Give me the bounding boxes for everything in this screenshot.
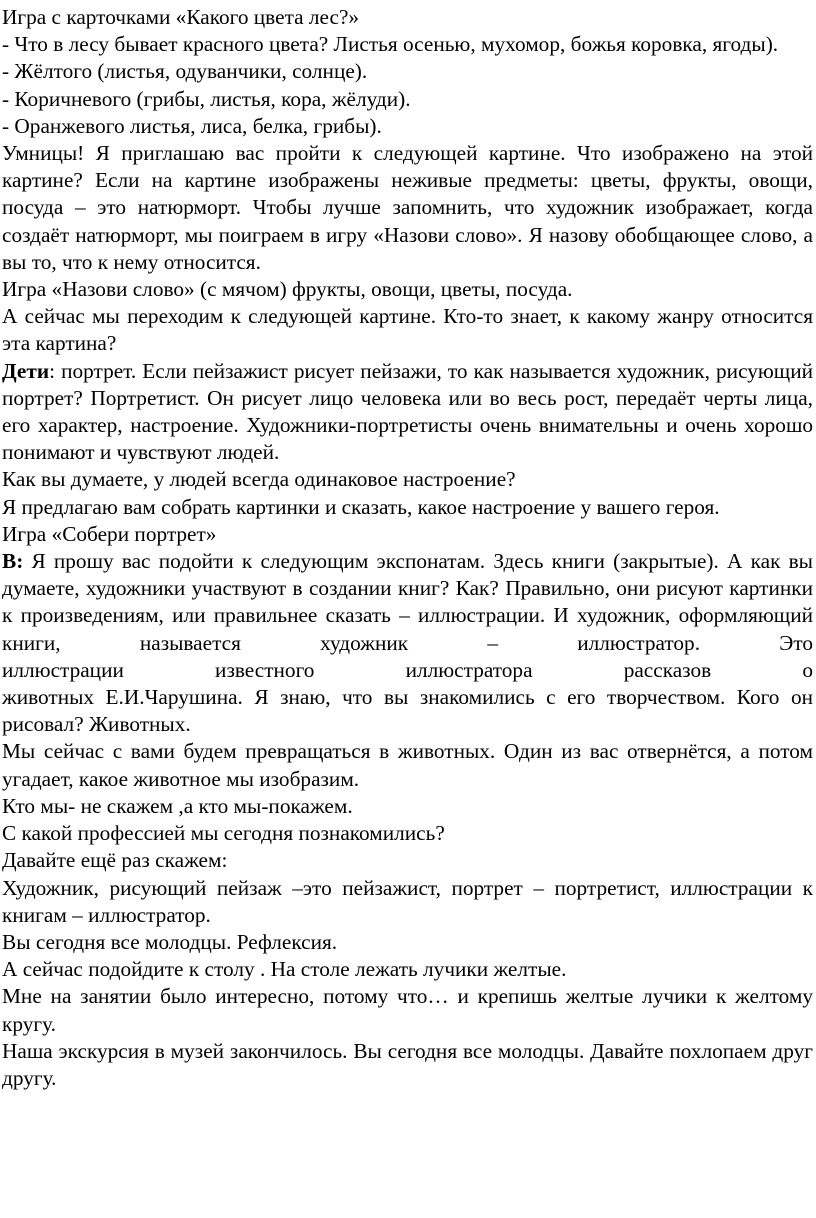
paragraph-yellow: - Жёлтого (листья, одуванчики, солнце). — [2, 59, 368, 84]
paragraph-animals-game: Мы сейчас с вами будем превращаться в животных. Один из вас отвернётся, а потом угадает, какое животное мы изобразим. — [2, 739, 813, 791]
paragraph-profession-question: С какой профессией мы сегодня познакомились? — [2, 821, 445, 846]
paragraph-books-line-3: животных Е.И.Чарушина. Я знаю, что вы знакомились с его творчеством. Кого он рисовал? Животных. — [2, 685, 813, 737]
paragraph-orange: - Оранжевого листья, лиса, белка, грибы). — [2, 113, 382, 138]
paragraph-books-line-2: иллюстрации известного иллюстратора рассказов о — [2, 657, 813, 682]
paragraph-collect-pictures: Я предлагаю вам собрать картинки и сказать, какое настроение у вашего героя. — [2, 494, 720, 519]
paragraph-summary: Художник, рисующий пейзаж –это пейзажист, портрет – портретист, иллюстрации к книгам – иллюстратор. — [2, 875, 813, 927]
paragraph-interesting: Мне на занятии было интересно, потому что… и крепишь желтые лучики к желтому кругу. — [2, 984, 813, 1036]
paragraph-still-life: Умницы! Я приглашаю вас пройти к следующей картине. Что изображено на этой картине? Если на картине изображены неживые предметы: цветы, фрукты, овощи, посуда – это натюрморт. Чтобы лучше запомнить, что художник изображает, когда создаёт натюрморт, мы поиграем в игру «Назови слово». Я назову обобщающее слово, а вы то, что к нему относится. — [2, 141, 813, 274]
paragraph-collect-portrait-game: Игра «Собери портрет» — [2, 521, 217, 546]
speaker-label-children: Дети — [2, 358, 50, 383]
paragraph-name-word-game: Игра «Назови слово» (с мячом) фрукты, овощи, цветы, посуда. — [2, 277, 573, 302]
portrait-text: : портрет. Если пейзажист рисует пейзажи, то как называется художник, рисующий портрет? Портретист. Он рисует лицо человека или во весь рост, передаёт черты лица, его характер, настроение. Художники-портретисты очень внимательны и очень хорошо понимают и чувствуют людей. — [2, 358, 813, 465]
books-text: Я прошу вас подойти к следующим экспонатам. Здесь книги (закрытые). А как вы думаете, художники участвуют в создании книг? Как? Правильно, они рисуют картинки к произведениям, или правильнее сказать – иллюстрации. И художник, оформляющий книги, называется художник – иллюстратор. Это — [2, 549, 813, 655]
paragraph-red: - Что в лесу бывает красного цвета? Листья осенью, мухомор, божья коровка, ягоды). — [2, 32, 779, 57]
paragraph-ending: Наша экскурсия в музей закончилось. Вы сегодня все молодцы. Давайте похлопаем друг другу. — [2, 1038, 813, 1090]
paragraph-brown: - Коричневого (грибы, листья, кора, жёлуди). — [2, 86, 411, 111]
paragraph-books — [2, 548, 813, 657]
game-forest-title: Игра с карточками «Какого цвета лес?» — [2, 5, 360, 29]
paragraph-say-again: Давайте ещё раз скажем: — [2, 848, 228, 873]
paragraph-portrait — [2, 358, 813, 467]
paragraph-reflection: Вы сегодня все молодцы. Рефлексия. — [2, 929, 338, 954]
paragraph-table: А сейчас подойдите к столу . На столе лежать лучики желтые. — [2, 957, 567, 982]
paragraph-mood-question: Как вы думаете, у людей всегда одинаковое настроение? — [2, 467, 516, 492]
paragraph-who-we-are: Кто мы- не скажем ,а кто мы-покажем. — [2, 793, 353, 818]
paragraph-next-picture: А сейчас мы переходим к следующей картине. Кто-то знает, к какому жанру относится эта картина? — [2, 304, 813, 356]
speaker-label-teacher: В: — [2, 549, 24, 574]
